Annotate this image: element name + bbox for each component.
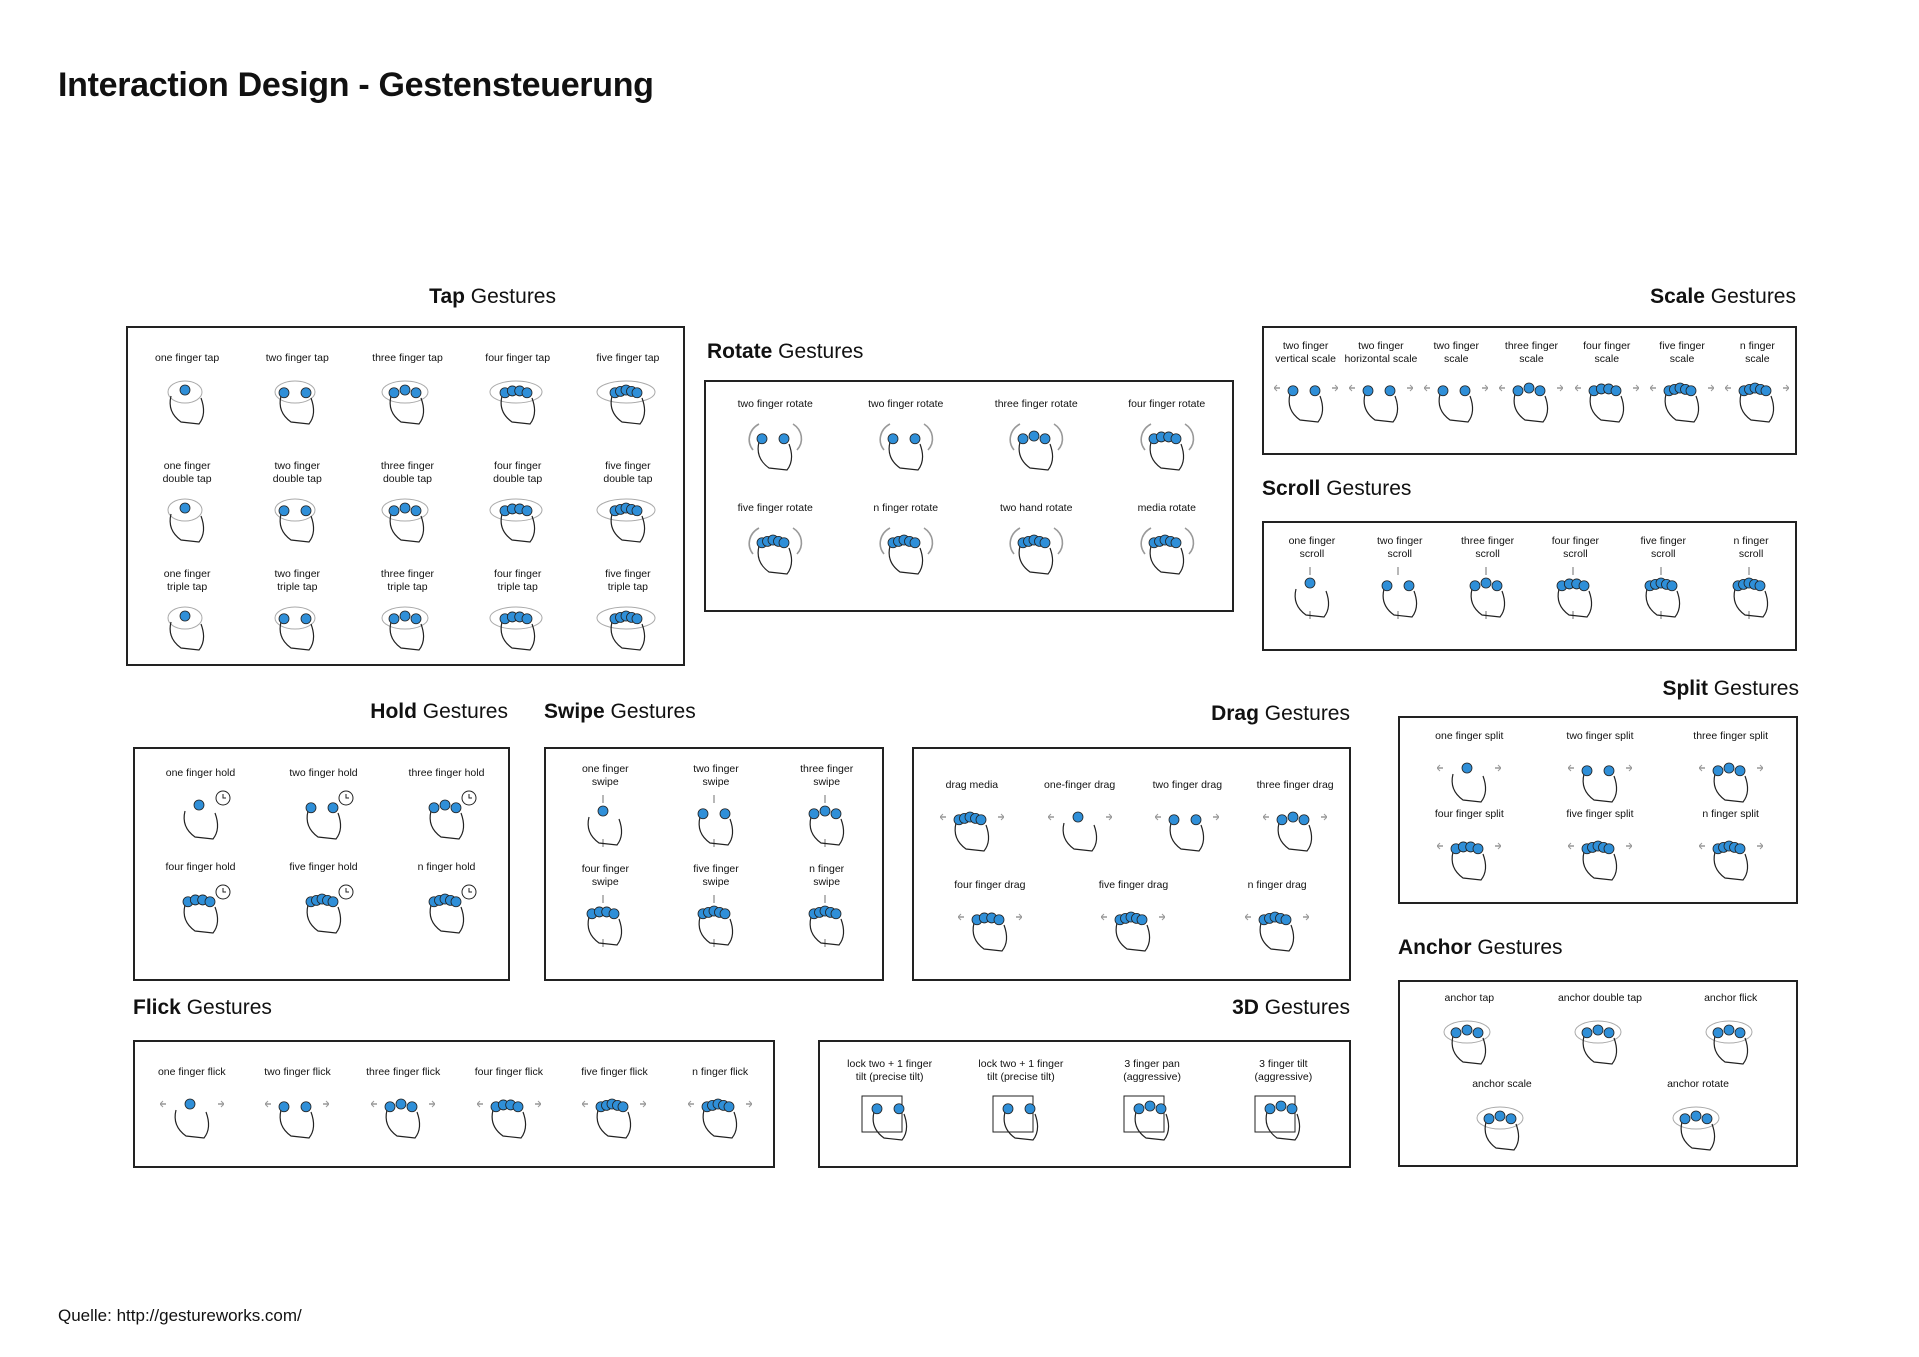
panel-split <box>1398 716 1798 904</box>
section-title-scale <box>1650 285 1796 309</box>
gesture-tap-item <box>573 460 683 568</box>
hand-gesture-icon <box>684 895 748 947</box>
hand-gesture-icon <box>1568 830 1632 882</box>
gesture-anchor-item <box>1404 1078 1600 1164</box>
hand-gesture-icon <box>989 1090 1053 1142</box>
gesture-label: two finger flick <box>264 1066 331 1078</box>
gesture-flick-item <box>667 1066 773 1176</box>
gesture-label: two finger scale <box>1433 340 1479 365</box>
gesture-label: n finger scale <box>1739 340 1775 365</box>
gesture-label: two finger vertical scale <box>1275 340 1336 365</box>
gesture-drag-item <box>1026 779 1134 879</box>
gesture-flick-item <box>562 1066 668 1176</box>
gesture-label: one-finger drag <box>1044 779 1116 791</box>
gesture-label: one finger tap <box>154 352 220 364</box>
gesture-label: four finger scroll <box>1551 535 1600 560</box>
gesture-flick-item <box>456 1066 562 1176</box>
gesture-swipe-item <box>771 763 882 863</box>
hand-gesture-icon <box>265 1088 329 1140</box>
gesture-tap-item <box>242 460 352 568</box>
gesture-label: two finger horizontal scale <box>1344 340 1418 365</box>
gesture-label: anchor rotate <box>1667 1078 1729 1090</box>
gesture-label: two hand rotate <box>1000 502 1073 514</box>
hand-gesture-icon <box>1631 567 1695 619</box>
gesture-label: two finger drag <box>1152 779 1223 791</box>
gesture-label: n finger rotate <box>873 502 939 514</box>
gesture-label: three finger tap <box>372 352 443 364</box>
gesture-label: two finger tap <box>265 352 329 364</box>
gesture-swipe-item <box>661 763 772 863</box>
gesture-label: anchor double tap <box>1557 992 1643 1004</box>
gesture-scale-item <box>1419 340 1494 450</box>
panel-swipe <box>544 747 884 981</box>
hand-gesture-icon <box>1437 1014 1501 1066</box>
gesture-3d-item <box>824 1058 955 1168</box>
panel-anchor <box>1398 980 1798 1167</box>
gesture-tap-item <box>573 568 683 676</box>
hand-gesture-icon <box>1699 752 1763 804</box>
gesture-3d-item <box>955 1058 1086 1168</box>
hand-gesture-icon <box>1575 372 1639 424</box>
gesture-rotate-item <box>841 398 972 502</box>
hand-gesture-icon <box>486 492 550 544</box>
gesture-split-item <box>1535 808 1666 886</box>
gesture-label: n finger drag <box>1247 879 1307 891</box>
gesture-label: one finger scroll <box>1288 535 1336 560</box>
gesture-label: three finger drag <box>1256 779 1334 791</box>
hand-gesture-icon <box>1437 752 1501 804</box>
hand-gesture-icon <box>940 801 1004 853</box>
gesture-label: two finger swipe <box>693 763 739 788</box>
gesture-label: four finger triple tap <box>494 568 542 593</box>
hand-gesture-icon <box>1470 1100 1534 1152</box>
section-title-rest: Gestures <box>464 285 556 308</box>
section-title-flick <box>133 996 272 1020</box>
gesture-anchor-item <box>1404 992 1535 1078</box>
gesture-tap-item <box>352 352 462 460</box>
section-title-tap <box>429 285 556 309</box>
section-title-rest: Gestures <box>1320 477 1412 500</box>
gesture-label: two finger rotate <box>868 398 944 410</box>
gesture-rotate-item <box>710 502 841 606</box>
gesture-swipe-item <box>550 863 661 963</box>
gesture-scroll-item <box>1268 535 1356 651</box>
panel-tap <box>126 326 685 666</box>
hand-gesture-icon <box>1280 567 1344 619</box>
hand-gesture-icon <box>1725 372 1789 424</box>
panel-hold <box>133 747 510 981</box>
section-title-rest: Gestures <box>1258 702 1350 725</box>
gesture-label: five finger split <box>1566 808 1634 820</box>
hand-gesture-icon <box>160 1088 224 1140</box>
gesture-label: 3 finger tilt (aggressive) <box>1254 1058 1313 1083</box>
gesture-label: two finger rotate <box>737 398 813 410</box>
hand-gesture-icon <box>375 492 439 544</box>
gesture-label: anchor scale <box>1472 1078 1532 1090</box>
gesture-tap-item <box>132 460 242 568</box>
panel-rotate <box>704 380 1234 612</box>
gesture-scale-item <box>1268 340 1343 450</box>
hand-gesture-icon <box>375 600 439 652</box>
hand-gesture-icon <box>1155 801 1219 853</box>
gesture-tap-item <box>132 568 242 676</box>
gesture-label: three finger split <box>1693 730 1769 742</box>
hand-gesture-icon <box>1251 1090 1315 1142</box>
hand-gesture-icon <box>596 492 660 544</box>
gesture-rotate-item <box>971 398 1102 502</box>
hand-gesture-icon <box>684 795 748 847</box>
section-title-rest: Gestures <box>1471 936 1563 959</box>
gesture-tap-item <box>463 568 573 676</box>
hand-gesture-icon <box>169 789 233 841</box>
gesture-label: media rotate <box>1137 502 1196 514</box>
gesture-label: four finger drag <box>954 879 1026 891</box>
hand-gesture-icon <box>415 883 479 935</box>
section-title-bold: 3D <box>1232 996 1259 1019</box>
section-title-swipe <box>544 700 696 724</box>
gesture-label: four finger rotate <box>1128 398 1206 410</box>
gesture-flick-item <box>245 1066 351 1176</box>
hand-gesture-icon <box>265 492 329 544</box>
gesture-tap-item <box>463 460 573 568</box>
hand-gesture-icon <box>1263 801 1327 853</box>
gesture-label: three finger flick <box>366 1066 441 1078</box>
gesture-label: five finger swipe <box>693 863 739 888</box>
gesture-3d-item <box>1087 1058 1218 1168</box>
gesture-anchor-item <box>1535 992 1666 1078</box>
section-title-anchor <box>1398 936 1563 960</box>
hand-gesture-icon <box>743 420 807 472</box>
gesture-label: one finger swipe <box>581 763 629 788</box>
gesture-hold-item <box>139 767 262 861</box>
gesture-label: one finger hold <box>165 767 236 779</box>
gesture-label: anchor tap <box>1444 992 1495 1004</box>
hand-gesture-icon <box>292 789 356 841</box>
hand-gesture-icon <box>1048 801 1112 853</box>
gesture-scroll-item <box>1532 535 1620 651</box>
panel-scale <box>1262 326 1797 455</box>
hand-gesture-icon <box>1568 1014 1632 1066</box>
gesture-anchor-item <box>1600 1078 1796 1164</box>
section-title-rest: Gestures <box>1707 677 1799 700</box>
gesture-label: n finger split <box>1702 808 1759 820</box>
hand-gesture-icon <box>1274 372 1338 424</box>
gesture-label: lock two + 1 finger tilt (precise tilt) <box>847 1058 933 1083</box>
gesture-tap-item <box>352 568 462 676</box>
section-title-bold: Tap <box>429 285 465 308</box>
section-title-bold: Anchor <box>1398 936 1472 959</box>
gesture-label: lock two + 1 finger tilt (precise tilt) <box>978 1058 1064 1083</box>
gesture-label: four finger hold <box>165 861 236 873</box>
hand-gesture-icon <box>1719 567 1783 619</box>
gesture-label: five finger triple tap <box>605 568 651 593</box>
hand-gesture-icon <box>1699 1014 1763 1066</box>
gesture-drag-item <box>918 779 1026 879</box>
hand-gesture-icon <box>1135 524 1199 576</box>
gesture-label: five finger hold <box>289 861 358 873</box>
hand-gesture-icon <box>415 789 479 841</box>
section-title-bold: Swipe <box>544 700 605 723</box>
gesture-drag-item <box>1062 879 1206 979</box>
section-title-bold: Hold <box>370 700 417 723</box>
gesture-hold-item <box>262 767 385 861</box>
gesture-swipe-item <box>771 863 882 963</box>
gesture-label: drag media <box>945 779 999 791</box>
hand-gesture-icon <box>486 374 550 426</box>
gesture-split-item <box>1665 730 1796 808</box>
hand-gesture-icon <box>1499 372 1563 424</box>
gesture-label: four finger swipe <box>581 863 629 888</box>
gesture-label: three finger swipe <box>800 763 854 788</box>
section-title-bold: Scroll <box>1262 477 1321 500</box>
gesture-scale-item <box>1569 340 1644 450</box>
hand-gesture-icon <box>1004 524 1068 576</box>
gesture-rotate-item <box>1102 398 1233 502</box>
hand-gesture-icon <box>1101 901 1165 953</box>
gesture-scale-item <box>1644 340 1719 450</box>
hand-gesture-icon <box>1650 372 1714 424</box>
gesture-hold-item <box>385 767 508 861</box>
gesture-3d-item <box>1218 1058 1349 1168</box>
hand-gesture-icon <box>582 1088 646 1140</box>
gesture-swipe-item <box>550 763 661 863</box>
gesture-label: two finger hold <box>289 767 358 779</box>
hand-gesture-icon <box>874 524 938 576</box>
gesture-label: n finger swipe <box>809 863 845 888</box>
hand-gesture-icon <box>375 374 439 426</box>
section-title-hold <box>370 700 508 724</box>
hand-gesture-icon <box>292 883 356 935</box>
hand-gesture-icon <box>1699 830 1763 882</box>
hand-gesture-icon <box>155 374 219 426</box>
gesture-label: four finger scale <box>1583 340 1631 365</box>
gesture-label: two finger double tap <box>272 460 322 485</box>
gesture-split-item <box>1404 730 1535 808</box>
source-credit: Quelle: http://gestureworks.com/ <box>58 1306 302 1325</box>
gesture-label: three finger scroll <box>1461 535 1515 560</box>
section-title-bold: Rotate <box>707 340 773 363</box>
gesture-drag-item <box>1241 779 1349 879</box>
gesture-rotate-item <box>841 502 972 606</box>
gesture-hold-item <box>262 861 385 955</box>
gesture-anchor-item <box>1665 992 1796 1078</box>
hand-gesture-icon <box>477 1088 541 1140</box>
section-title-scroll <box>1262 477 1411 501</box>
gesture-flick-item <box>350 1066 456 1176</box>
gesture-label: three finger rotate <box>994 398 1078 410</box>
section-title-rest: Gestures <box>1258 996 1350 1019</box>
hand-gesture-icon <box>958 901 1022 953</box>
hand-gesture-icon <box>486 600 550 652</box>
hand-gesture-icon <box>858 1090 922 1142</box>
section-title-bold: Flick <box>133 996 181 1019</box>
gesture-drag-item <box>918 879 1062 979</box>
gesture-scale-item <box>1494 340 1569 450</box>
hand-gesture-icon <box>795 895 859 947</box>
gesture-label: three finger double tap <box>380 460 435 485</box>
gesture-label: five finger scale <box>1659 340 1705 365</box>
hand-gesture-icon <box>1424 372 1488 424</box>
page-title: Interaction Design - Gestensteuerung <box>58 66 654 104</box>
panel-scroll <box>1262 521 1797 651</box>
section-title-bold: Scale <box>1650 285 1705 308</box>
gesture-rotate-item <box>1102 502 1233 606</box>
gesture-label: five finger scroll <box>1640 535 1686 560</box>
gesture-label: three finger hold <box>408 767 485 779</box>
gesture-tap-item <box>573 352 683 460</box>
gesture-hold-item <box>385 861 508 955</box>
gesture-label: four finger flick <box>474 1066 543 1078</box>
gesture-rotate-item <box>710 398 841 502</box>
gesture-scroll-item <box>1356 535 1444 651</box>
gesture-label: n finger hold <box>417 861 476 873</box>
hand-gesture-icon <box>1120 1090 1184 1142</box>
section-title-rotate <box>707 340 863 364</box>
hand-gesture-icon <box>596 374 660 426</box>
gesture-label: five finger double tap <box>603 460 653 485</box>
hand-gesture-icon <box>795 795 859 847</box>
gesture-label: five finger rotate <box>737 502 813 514</box>
hand-gesture-icon <box>371 1088 435 1140</box>
hand-gesture-icon <box>265 374 329 426</box>
gesture-tap-item <box>132 352 242 460</box>
panel-flick <box>133 1040 775 1168</box>
hand-gesture-icon <box>573 795 637 847</box>
section-title-rest: Gestures <box>604 700 696 723</box>
section-title-split <box>1662 677 1799 701</box>
gesture-scale-item <box>1343 340 1418 450</box>
gesture-label: two finger split <box>1566 730 1634 742</box>
gesture-label: one finger split <box>1435 730 1504 742</box>
gesture-swipe-item <box>661 863 772 963</box>
hand-gesture-icon <box>1004 420 1068 472</box>
gesture-scroll-item <box>1444 535 1532 651</box>
hand-gesture-icon <box>1437 830 1501 882</box>
hand-gesture-icon <box>169 883 233 935</box>
gesture-scroll-item <box>1707 535 1795 651</box>
gesture-drag-item <box>1134 779 1242 879</box>
gesture-label: three finger scale <box>1504 340 1559 365</box>
section-title-3d <box>1232 996 1350 1020</box>
gesture-label: three finger triple tap <box>380 568 435 593</box>
hand-gesture-icon <box>1666 1100 1730 1152</box>
panel-drag <box>912 747 1351 981</box>
hand-gesture-icon <box>1245 901 1309 953</box>
gesture-label: four finger double tap <box>493 460 543 485</box>
hand-gesture-icon <box>573 895 637 947</box>
gesture-label: 3 finger pan (aggressive) <box>1123 1058 1182 1083</box>
hand-gesture-icon <box>1368 567 1432 619</box>
gesture-drag-item <box>1205 879 1349 979</box>
section-title-rest: Gestures <box>1704 285 1796 308</box>
section-title-drag <box>1211 702 1350 726</box>
gesture-label: n finger scroll <box>1733 535 1769 560</box>
gesture-label: one finger triple tap <box>163 568 211 593</box>
gesture-tap-item <box>242 352 352 460</box>
hand-gesture-icon <box>1135 420 1199 472</box>
hand-gesture-icon <box>874 420 938 472</box>
hand-gesture-icon <box>1456 567 1520 619</box>
gesture-scroll-item <box>1619 535 1707 651</box>
gesture-tap-item <box>242 568 352 676</box>
gesture-tap-item <box>352 460 462 568</box>
section-title-rest: Gestures <box>416 700 508 723</box>
gesture-label: five finger drag <box>1098 879 1169 891</box>
gesture-flick-item <box>139 1066 245 1176</box>
gesture-split-item <box>1535 730 1666 808</box>
gesture-label: four finger tap <box>485 352 551 364</box>
hand-gesture-icon <box>596 600 660 652</box>
hand-gesture-icon <box>155 492 219 544</box>
gesture-label: one finger double tap <box>162 460 212 485</box>
gesture-label: n finger flick <box>692 1066 749 1078</box>
section-title-rest: Gestures <box>772 340 864 363</box>
gesture-label: two finger triple tap <box>274 568 321 593</box>
hand-gesture-icon <box>1349 372 1413 424</box>
panel-3d <box>818 1040 1351 1168</box>
section-title-bold: Split <box>1662 677 1708 700</box>
hand-gesture-icon <box>743 524 807 576</box>
hand-gesture-icon <box>265 600 329 652</box>
gesture-label: four finger split <box>1434 808 1504 820</box>
gesture-hold-item <box>139 861 262 955</box>
gesture-split-item <box>1404 808 1535 886</box>
section-title-bold: Drag <box>1211 702 1259 725</box>
gesture-label: anchor flick <box>1704 992 1758 1004</box>
section-title-rest: Gestures <box>180 996 272 1019</box>
hand-gesture-icon <box>1543 567 1607 619</box>
gesture-label: five finger tap <box>596 352 660 364</box>
gesture-label: five finger flick <box>581 1066 648 1078</box>
hand-gesture-icon <box>155 600 219 652</box>
gesture-split-item <box>1665 808 1796 886</box>
gesture-label: two finger scroll <box>1376 535 1423 560</box>
gesture-rotate-item <box>971 502 1102 606</box>
gesture-scale-item <box>1720 340 1795 450</box>
hand-gesture-icon <box>1568 752 1632 804</box>
hand-gesture-icon <box>688 1088 752 1140</box>
gesture-tap-item <box>463 352 573 460</box>
gesture-label: one finger flick <box>157 1066 226 1078</box>
